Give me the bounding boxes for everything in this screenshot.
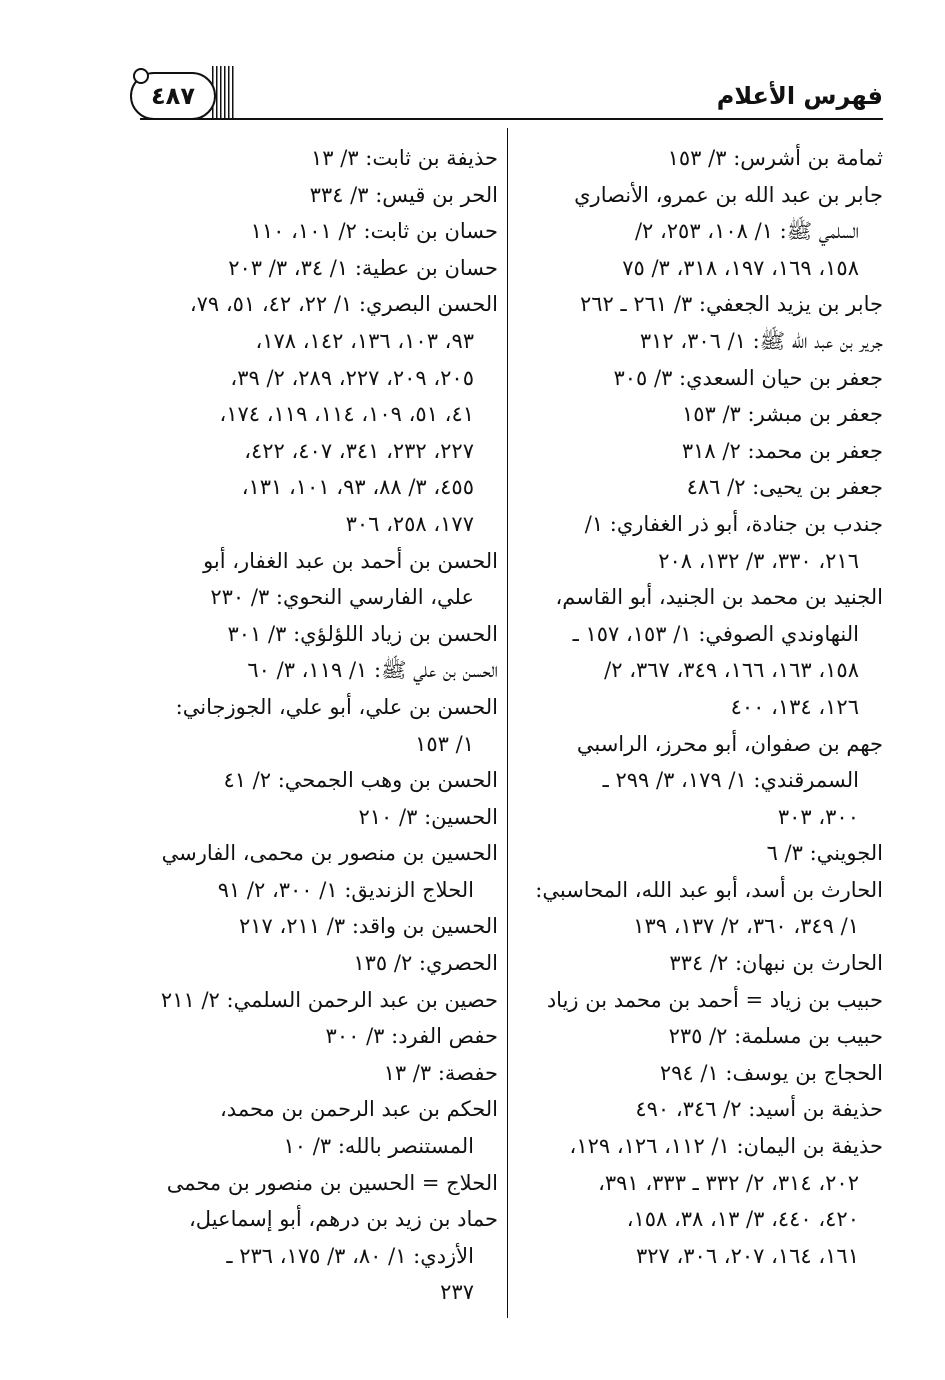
index-entry-line: ٩٣، ١٠٣، ١٣٦، ١٤٢، ١٧٨، (255, 328, 474, 353)
index-entry-line: ٢١٦، ٣٣٠، ٣/ ١٣٢، ٢٠٨ (658, 548, 859, 573)
index-entry-line: حسان بن عطية: ١/ ٣٤، ٣/ ٢٠٣ (228, 255, 498, 280)
index-entry-line: ٤٢٠، ٤٤٠، ٣/ ١٣، ٣٨، ١٥٨، (626, 1207, 859, 1232)
index-entry-line: حذيفة بن أسيد: ٢/ ٣٤٦، ٤٩٠ (635, 1097, 883, 1122)
index-entry-line: حسان بن ثابت: ٢/ ١٠١، ١١٠ (250, 219, 498, 244)
index-entry-line: الحر بن قيس: ٣/ ٣٣٤ (309, 182, 498, 207)
index-entry-line: حصين بن عبد الرحمن السلمي: ٢/ ٢١١ (160, 987, 498, 1012)
index-entry-line: جهم بن صفوان، أبو محرز، الراسبي (576, 731, 883, 756)
index-entry-line: حماد بن زيد بن درهم، أبو إسماعيل، (189, 1207, 498, 1232)
header-rule (140, 118, 883, 120)
index-entry-line: الحصري: ٢/ ١٣٥ (353, 951, 498, 976)
index-entry-line: ١٢٦، ١٣٤، ٤٠٠ (730, 694, 859, 719)
index-entry-line: السمرقندي: ١/ ١٧٩، ٣/ ٢٩٩ ـ (602, 768, 859, 793)
index-entry-line: الجويني: ٣/ ٦ (766, 841, 883, 866)
index-entry-line: ٢٣٧ (440, 1280, 474, 1305)
index-entry-line: حذيفة بن ثابت: ٣/ ١٣ (311, 146, 498, 170)
index-entry-line: ٤٥٥، ٣/ ٨٨، ٩٣، ١٠١، ١٣١، (241, 475, 474, 500)
index-entry-line: حفص الفرد: ٣/ ٣٠٠ (325, 1024, 498, 1049)
index-entry-line: ١/ ٣٤٩، ٣٦٠، ٢/ ١٣٧، ١٣٩ (633, 914, 859, 939)
index-entry-line: الحلاج الزنديق: ١/ ٣٠٠، ٢/ ٩١ (217, 877, 474, 902)
index-entry-line: حذيفة بن اليمان: ١/ ١١٢، ١٢٦، ١٢٩، (569, 1134, 883, 1159)
index-entry-line: النهاوندي الصوفي: ١/ ١٥٣، ١٥٧ ـ (572, 621, 859, 646)
index-entry-line: الحسن بن علي، أبو علي، الجوزجاني: (175, 694, 498, 719)
index-entry-line: الجنيد بن محمد بن الجنيد، أبو القاسم، (555, 585, 883, 610)
index-entry-line: جرير بن عبد الله ﷺ: ١/ ٣٠٦، ٣١٢ (639, 328, 883, 353)
index-entry-line: الحسن بن زياد اللؤلؤي: ٣/ ٣٠١ (227, 621, 498, 646)
index-entry-line: جعفر بن مبشر: ٣/ ١٥٣ (681, 402, 883, 427)
index-entry-line: ١٧٧، ٢٥٨، ٣٠٦ (345, 511, 474, 536)
index-entry-line: الأزدي: ١/ ٨٠، ٣/ ١٧٥، ٢٣٦ ـ (226, 1243, 474, 1268)
index-column-left (138, 140, 498, 1311)
index-entry-line: الحكم بن عبد الرحمن بن محمد، (220, 1097, 498, 1122)
index-entry-line: الحجاج بن يوسف: ١/ ٢٩٤ (659, 1060, 883, 1085)
index-entry-line: ١٥٨، ١٦٩، ١٩٧، ٣١٨، ٣/ ٧٥ (622, 255, 859, 280)
index-entry-line: الحسن بن علي ﷺ: ١/ ١١٩، ٣/ ٦٠ (247, 658, 498, 683)
index-entry-line: جعفر بن حيان السعدي: ٣/ ٣٠٥ (613, 365, 883, 390)
index-entry-line: ١٥٨، ١٦٣، ١٦٦، ٣٤٩، ٣٦٧، ٢/ (604, 658, 859, 683)
index-entry-line: الحارث بن أسد، أبو عبد الله، المحاسبي: (535, 877, 883, 902)
index-entry-line: ٢٠٥، ٢٠٩، ٢٢٧، ٢٨٩، ٢/ ٣٩، (230, 365, 474, 390)
index-entry-line: جعفر بن يحيى: ٢/ ٤٨٦ (686, 475, 883, 500)
index-entry-line: حفصة: ٣/ ١٣ (383, 1060, 498, 1085)
index-entry-line: ٢٢٧، ٢٣٢، ٣٤١، ٤٠٧، ٤٢٢، (244, 438, 474, 463)
running-header-title: فهرس الأعلام (716, 82, 883, 110)
index-entry-line: ١٦١، ١٦٤، ٢٠٧، ٣٠٦، ٣٢٧ (635, 1243, 859, 1268)
index-entry-line: الحسين بن منصور بن محمى، الفارسي (161, 841, 498, 866)
index-entry-line: حبيب بن مسلمة: ٢/ ٢٣٥ (668, 1024, 883, 1049)
index-entry-line: ٢٠٢، ٣١٤، ٢/ ٣٣٢ ـ ٣٣٣، ٣٩١، (598, 1170, 859, 1195)
index-entry-line: الحسين: ٣/ ٢١٠ (358, 804, 498, 829)
index-entry-line: ثمامة بن أشرس: ٣/ ١٥٣ (667, 146, 883, 170)
index-entry-line: الحسن البصري: ١/ ٢٢، ٤٢، ٥١، ٧٩، (189, 292, 498, 317)
index-entry-line: جندب بن جنادة، أبو ذر الغفاري: ١/ (584, 511, 883, 536)
index-entry-line: جابر بن عبد الله بن عمرو، الأنصاري (574, 182, 883, 207)
index-entry-line: السلمي ﷺ: ١/ ١٠٨، ٢٥٣، ٢/ (634, 219, 859, 244)
index-entry-line: الحسن بن أحمد بن عبد الغفار، أبو (203, 548, 498, 573)
ornament-dot (133, 68, 149, 84)
index-entry-line: الحارث بن نبهان: ٢/ ٣٣٤ (669, 951, 883, 976)
index-entry-line: المستنصر بالله: ٣/ ١٠ (283, 1134, 474, 1159)
index-entry-line: جعفر بن محمد: ٢/ ٣١٨ (681, 438, 883, 463)
index-entry-line: ١/ ١٥٣ (415, 731, 474, 756)
page-number-badge: ٤٨٧ (130, 72, 216, 120)
index-entry-line: الحسين بن واقد: ٣/ ٢١١، ٢١٧ (238, 914, 498, 939)
index-entry-line: علي، الفارسي النحوي: ٣/ ٢٣٠ (210, 585, 474, 610)
index-entry-line: حبيب بن زياد = أحمد بن محمد بن زياد (546, 987, 883, 1012)
index-entry-line: ٤١، ٥١، ١٠٩، ١١٤، ١١٩، ١٧٤، (219, 402, 474, 427)
index-entry-line: الحسن بن وهب الجمحي: ٢/ ٤١ (223, 768, 498, 793)
index-entry-line: ٣٠٠، ٣٠٣ (777, 804, 859, 829)
index-column-right (511, 140, 883, 1274)
column-divider (507, 128, 508, 1318)
index-entry-line: جابر بن يزيد الجعفي: ٣/ ٢٦١ ـ ٢٦٢ (579, 292, 883, 317)
index-entry-line: الحلاج = الحسين بن منصور بن محمى (166, 1170, 498, 1195)
